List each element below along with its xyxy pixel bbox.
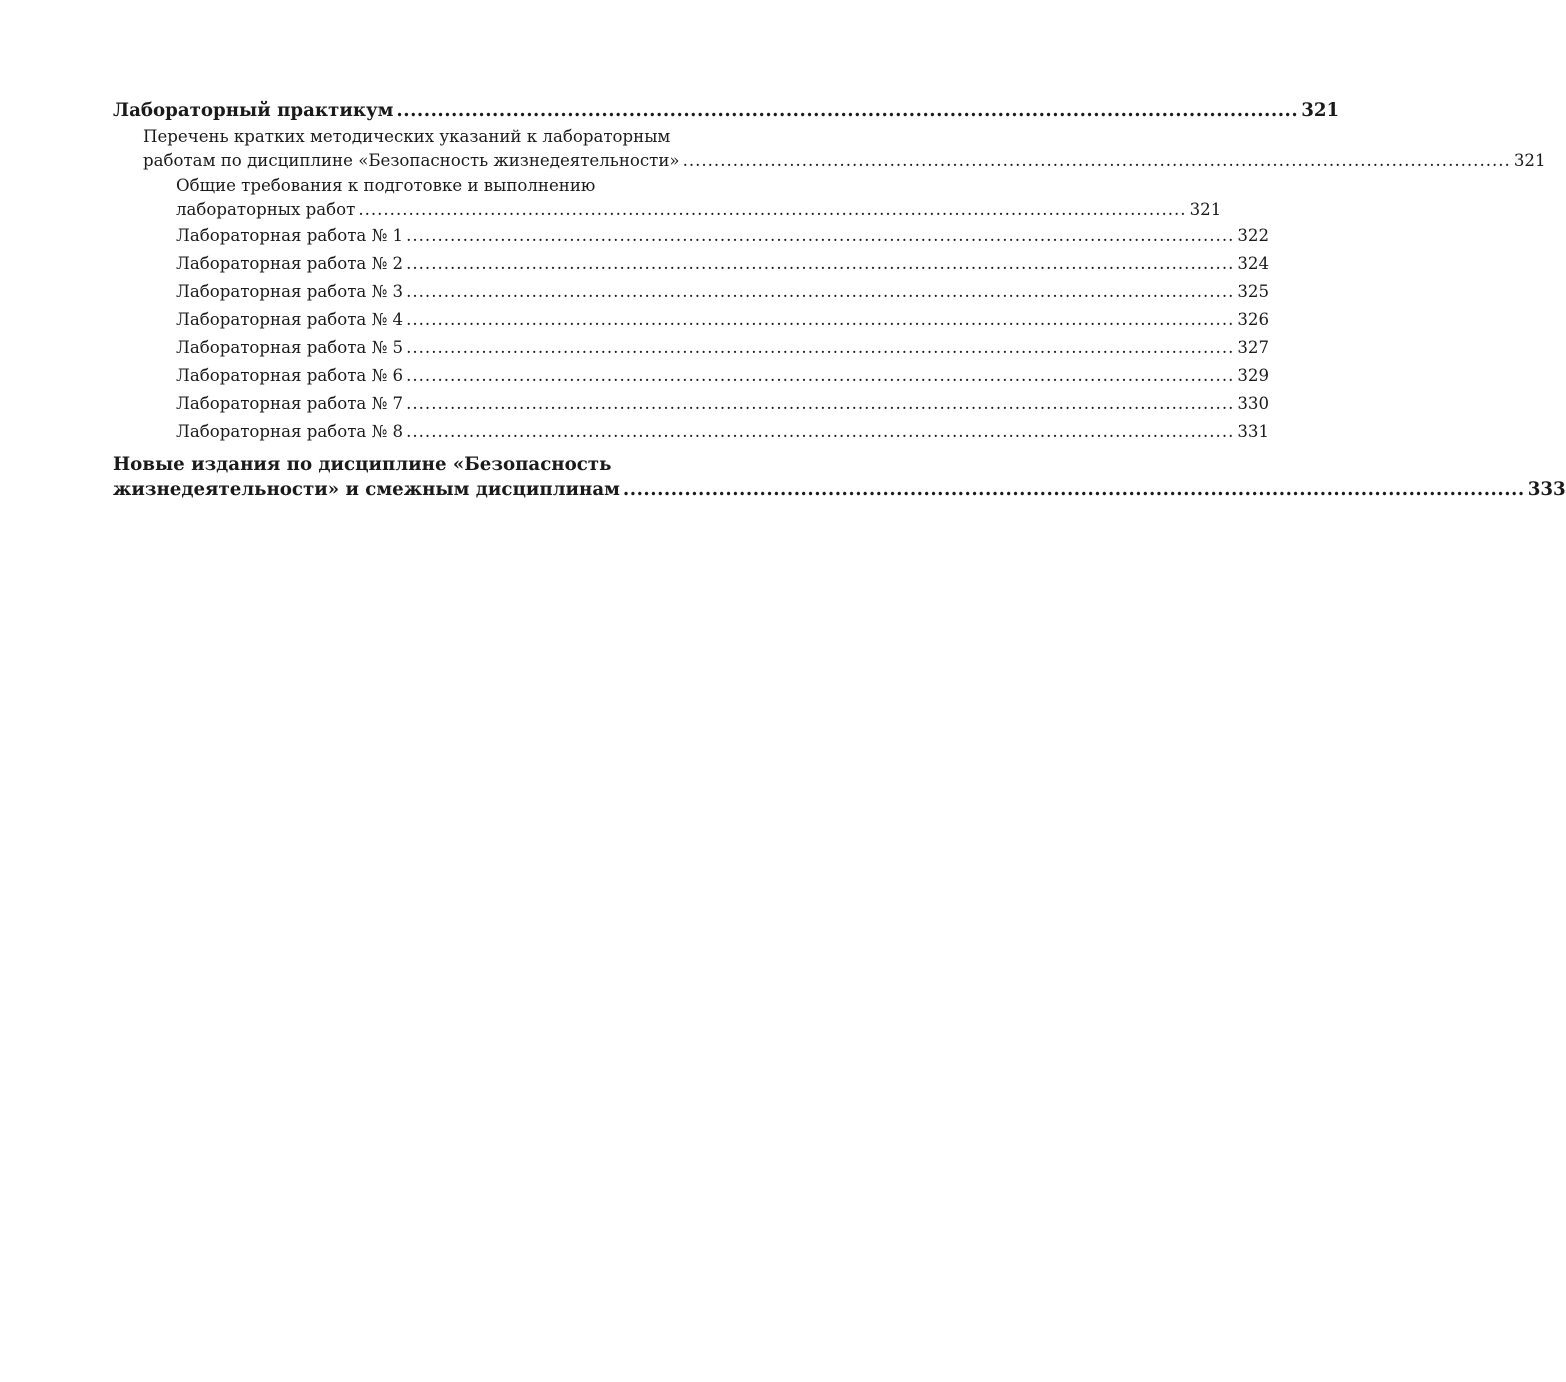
toc-page-number: 326 [1237,310,1270,329]
dot-leader: .................................................................................................................................... [622,479,1525,500]
toc-line [176,392,1270,416]
toc-entry-lab-7 [113,392,1270,418]
toc-line [176,364,1270,388]
toc-entry-title: Лабораторная работа № 8 [176,422,404,441]
toc-page-number: 322 [1237,226,1270,245]
toc-line [176,174,787,198]
toc-entry-title-line1: Общие требования к подготовке и выполнению [176,176,596,195]
dot-leader: .................................................................................................................................... [406,310,1235,329]
toc-line [143,149,1546,173]
toc-line [176,198,1222,222]
toc-entry-title-line1: Перечень кратких методических указаний к лабораторным [143,127,671,146]
toc-line [176,336,1270,360]
toc-entry-title: Лабораторная работа № 1 [176,226,404,245]
toc-page-number: 321 [1189,200,1222,219]
toc-entry-title-line2: работам по дисциплине «Безопасность жизнедеятельности» [143,151,680,170]
toc-entry-new-editions [113,452,1566,502]
toc-entry-lab-practicum [113,98,1340,123]
toc-entry-lab-4 [113,308,1270,334]
dot-leader: .................................................................................................................................... [406,226,1235,245]
toc-entry-title: Лабораторная работа № 5 [176,338,404,357]
toc-line [176,420,1270,444]
toc-line [176,224,1270,248]
toc-line [113,452,787,477]
toc-entry-title: Лабораторная работа № 7 [176,394,404,413]
toc-entry-title-line2: лабораторных работ [176,200,356,219]
toc-page-number: 329 [1237,366,1270,385]
toc-page-number: 331 [1237,422,1270,441]
toc-line [143,125,787,149]
toc-entry-lab-5 [113,336,1270,362]
dot-leader: .................................................................................................................................... [406,366,1235,385]
toc-entry-lab-1 [113,224,1270,250]
toc-entry-title: Лабораторная работа № 3 [176,282,404,301]
dot-leader: .................................................................................................................................... [406,254,1235,273]
table-of-contents [113,98,1566,502]
dot-leader: .................................................................................................................................... [406,338,1235,357]
dot-leader: .................................................................................................................................... [406,422,1235,441]
toc-page-number: 333 [1527,479,1566,500]
toc-page-number: 324 [1237,254,1270,273]
toc-entry-title-line2: жизнедеятельности» и смежным дисциплинам [113,479,620,500]
toc-page-number: 325 [1237,282,1270,301]
toc-entry-lab-8 [113,420,1270,446]
dot-leader: .................................................................................................................................... [358,200,1187,219]
toc-entry-guidelines-list [113,125,1546,173]
toc-entry-title: Лабораторная работа № 4 [176,310,404,329]
dot-leader: .................................................................................................................................... [406,394,1235,413]
toc-line [113,98,1340,123]
toc-entry-general-requirements [113,174,1222,222]
toc-line [176,280,1270,304]
toc-entry-lab-3 [113,280,1270,306]
toc-page-number: 321 [1513,151,1546,170]
toc-entry-title: Лабораторный практикум [113,100,394,121]
toc-page-number: 321 [1301,100,1340,121]
dot-leader: .................................................................................................................................... [682,151,1511,170]
dot-leader: .................................................................................................................................... [406,282,1235,301]
toc-page-number: 327 [1237,338,1270,357]
toc-entry-title-line1: Новые издания по дисциплине «Безопасность [113,454,612,475]
dot-leader: .................................................................................................................................... [396,100,1299,121]
toc-entry-title: Лабораторная работа № 2 [176,254,404,273]
toc-line [176,252,1270,276]
toc-entry-lab-2 [113,252,1270,278]
toc-line [113,477,1566,502]
toc-page-number: 330 [1237,394,1270,413]
toc-entry-lab-6 [113,364,1270,390]
toc-entry-title: Лабораторная работа № 6 [176,366,404,385]
toc-line [176,308,1270,332]
